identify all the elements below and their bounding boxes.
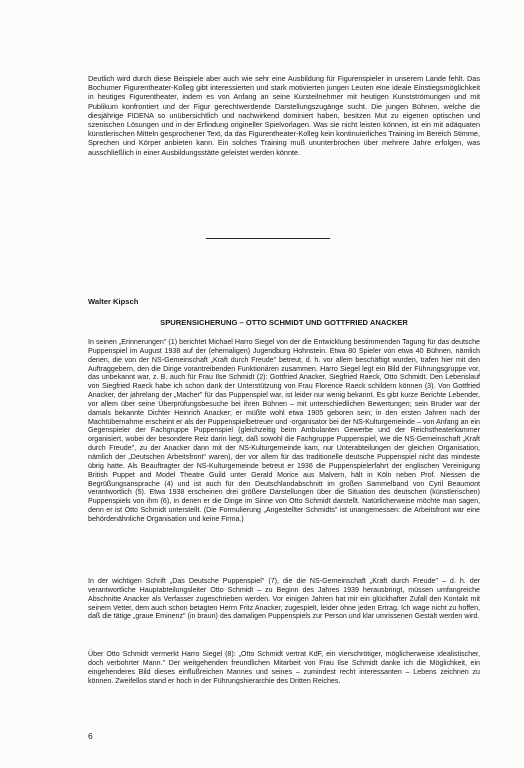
section-divider bbox=[206, 238, 330, 239]
intro-paragraph: Deutlich wird durch diese Beispiele aber auch wie sehr eine Ausbildung für Figurenspieler in unserem Lande fehlt. Das Bochumer Figurentheater-Kolleg gibt interessierten und stark motivierten jungen Leuten eine ideale Einstiegsmöglichkeit in heutiges Figurentheater, indem es von Anfang an seine Kursteilnehmer mit heutigen Kunstströmungen und mit Publikum konfrontiert und der Figur gerechtwerdende Darstellungszugänge sucht. Die jungen Bühnen, welche die diesjährige FIDENA so unübersichtlich und nachwirkend dominiert haben, besitzen Mut zu eigenen optischen und szenischen Lösungen und in der Erfindung origineller Spielvorlagen. Was sie nicht leisten können, ist ein mit adäquaten künstlerischen Mitteln gesprochener Text, da das Figurentheater-Kolleg kein kontinuierliches Training im Bereich Stimme, Sprechen und Körper anbieten kann. Ein solches Training muß ununterbrochen über mehrere Jahre erfolgen, was ausschließlich in einer Ausbildungsstätte geleistet werden könnte. bbox=[88, 74, 480, 157]
article-title: SPURENSICHERUNG – OTTO SCHMIDT UND GOTTFRIED ANACKER bbox=[160, 318, 408, 327]
body-paragraph-3: Über Otto Schmidt vermerkt Harro Siegel (8): „Otto Schmidt vertrat KdF, ein vierschrötiger, möglicherweise idealistischer, doch verbohrter Mann." Der weitgehenden freundlichen Mitarbeit von Frau Ilse Schmidt danke ich die Möglichkeit, ein eingehenderes Bild dieses einflußreichen Mannes und seines – zumindest recht interessanten – Lebens zeichnen zu können. Zweifellos stand er hoch in der Führungshierarchie des Dritten Reiches. bbox=[88, 650, 480, 685]
body-paragraph-2: In der wichtigen Schrift „Das Deutsche Puppenspiel" (7), die die NS-Gemeinschaft „Kraft durch Freude" – d. h. der verantwortliche Hauptabteilungsleiter Otto Schmidt – zu Beginn des Jahres 1939 herausbringt, müssen umfangreiche Abschnitte Anacker als Verfasser zugeschrieben werden. Vor einigen Jahren hat mir ein glückhafter Zufall den Kontakt mit seinem Vetter, dem auch schon betagten Herrn Fritz Anacker, zugespielt, leider ohne jeden Ertrag. Ich wage nicht zu hoffen, daß die tätige „graue Eminenz" (in braun) des damaligen Puppenspiels zur Person und klar umrissenen Gestalt werden wird. bbox=[88, 577, 480, 621]
author-name: Walter Kipsch bbox=[88, 297, 139, 306]
body-paragraph-1: In seinen „Erinnerungen" (1) berichtet Michael Harro Siegel von der die Entwicklung bestimmenden Tagung für das deutsche Puppenspiel im August 1938 auf der (ehemaligen) Jugendburg Hohnstein. Etwa 80 Spieler von etwa 40 Bühnen, nämlich denen, die von der NS-Gemeinschaft „Kraft durch Freude" betreut, d. h. vor allem beschäftigt wurden, trafen hier mit den Auftraggebern, den die Dinge vorantreibenden Funktionären zusammen. Harro Siegel legt ein Bild der Führungsgruppe vor, das unbekannt war, z. B. auch für Frau Ilse Schmidt (2): Gottfried Anacker, Siegfried Raeck, Otto Schmidt. Den Lebenslauf von Siegfried Raeck habe ich schon dank der Unterstützung von Frau Florence Raeck schildern können (3). Von Gottfried Anacker, der jahrelang der „Macher" für das Puppenspiel war, ist leider nur wenig bekannt. Es gibt kurze Berichte Lebender, vor allem über seine Überprüfungsbesuche bei ihren Bühnen – mit unterschiedlichen Bewertungen; sein Bruder war der damals bekannte Dichter Heinrich Anacker; er müßte wohl etwa 1905 geboren sein; in den ersten Jahren nach der Machtübernahme erscheint er als der Puppenspielbetreuer und -organisator bei der NS-Kulturgemeinde – von Anfang an ein Gegenspieler der Fachgruppe Puppenspiel (gleichzeitig beim Ambulanten Gewerbe und der Reichstheaterkammer organisiert, wobei der besondere Reiz darin liegt, daß sowohl die Fachgruppe Puppenspiel, wie die NS-Gemeinschaft „Kraft durch Freude", zu der Anacker dann mit der NS-Kulturgemeinde kam, nur Unterabteilungen der gleichen Organisation, nämlich der „Deutschen Arbeitsfront" waren), der vor allem für das traditionelle deutsche Puppenspiel nicht das mindeste übrig hatte. Als Beauftragter der NS-Kulturgemeinde betreut er 1936 die Puppenspielerfahrt der englischen Vereinigung British Puppet and Model Theatre Guild unter Gerald Morice aus Malvern, hält in Köln neben Prof. Niessen die Begrüßungsansprache (4) und ist auch für den Deutschlandabschnitt im großen Sammelband von Cyril Beaumont verantwortlich (5). Etwa 1938 erscheinen drei größere Darstellungen über die Situation des deutschen (künstlerischen) Puppenspiels von ihm (6), in denen er die Dinge im Sinne von Otto Schmidt darstellt. Natürlicherweise möchte man sagen, denn er ist Otto Schmidt unterstellt. (Die Formulierung „Angestellter Schmidts" ist unangemessen: die Arbeitsfront war eine behördenähnliche Organisation und keine Firma.) bbox=[88, 338, 480, 523]
page-number: 6 bbox=[88, 731, 93, 741]
